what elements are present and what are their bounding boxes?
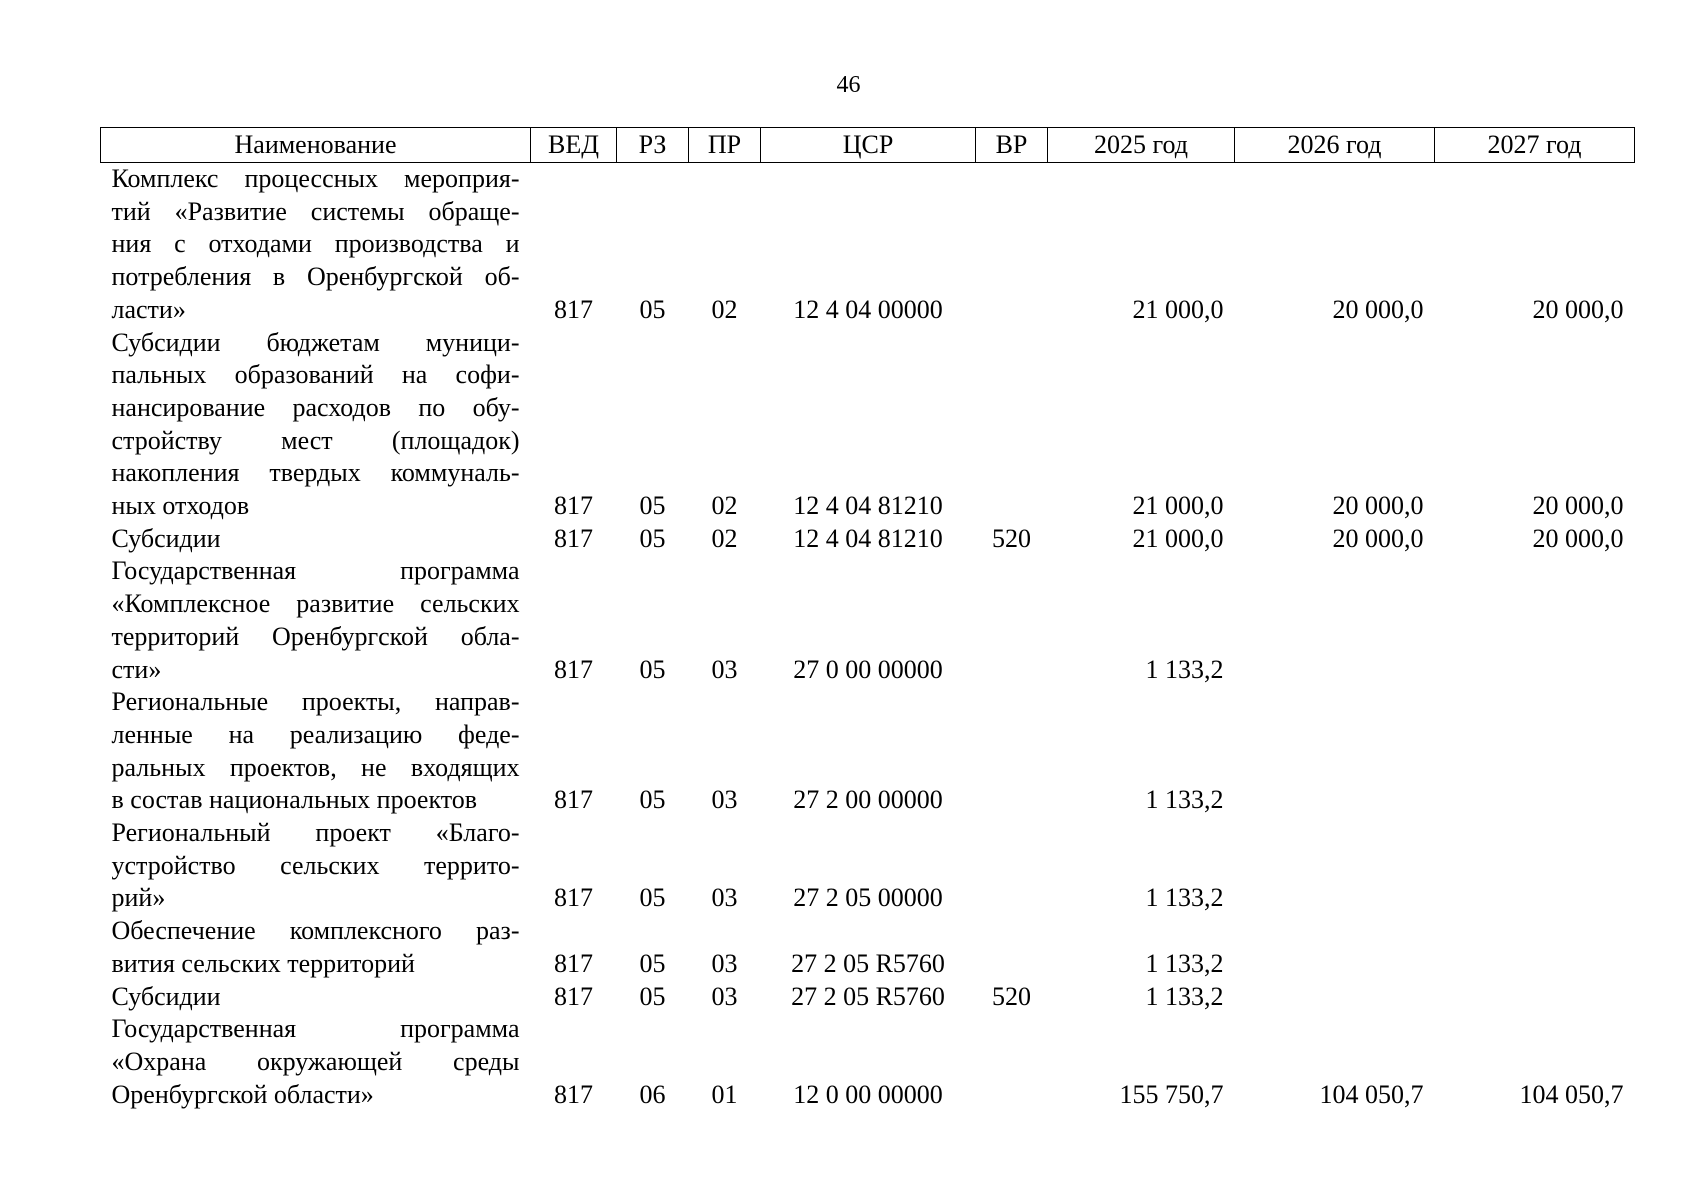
row-name xyxy=(101,555,531,686)
row-ved: 817 xyxy=(554,981,593,1011)
row-2025: 1 133,2 xyxy=(1145,883,1224,913)
row-vr xyxy=(976,1013,1048,1111)
row-ved: 817 xyxy=(554,883,593,913)
table-body xyxy=(101,163,1635,1112)
row-csr: 27 0 00 00000 xyxy=(793,654,943,684)
row-name-line: ральных проектов, не входящих xyxy=(111,752,520,782)
header-2025: 2025 год xyxy=(1048,128,1235,163)
row-name-line: «Комплексное развитие сельских xyxy=(111,589,520,619)
row-rz: 06 xyxy=(639,1079,666,1109)
table-row xyxy=(101,817,1635,915)
row-name xyxy=(101,981,531,1014)
row-2025: 21 000,0 xyxy=(1132,491,1224,521)
row-2025: 1 133,2 xyxy=(1145,981,1224,1011)
table-row xyxy=(101,327,1635,523)
row-csr: 27 2 00 00000 xyxy=(793,785,943,815)
row-pr: 02 xyxy=(711,294,738,324)
page-number: 46 xyxy=(836,72,861,98)
row-ved: 817 xyxy=(554,948,593,978)
row-name-line: ласти» xyxy=(111,294,186,324)
row-name-line: Государственная программа xyxy=(111,556,520,586)
row-2026 xyxy=(1235,686,1435,817)
row-name-line: пальных образований на софи- xyxy=(111,360,520,390)
row-vr xyxy=(976,686,1048,817)
row-name-line: сти» xyxy=(111,654,162,684)
row-pr: 02 xyxy=(711,523,738,553)
row-name-line: «Охрана окружающей среды xyxy=(111,1046,520,1076)
row-vr xyxy=(976,915,1048,980)
header-ved: ВЕД xyxy=(531,128,617,163)
row-name-line: в состав национальных проектов xyxy=(111,785,478,815)
row-name-line: потребления в Оренбургской об- xyxy=(111,262,520,292)
row-name-line: Субсидии xyxy=(111,981,221,1011)
header-rz: РЗ xyxy=(617,128,689,163)
row-pr: 03 xyxy=(711,883,738,913)
row-vr xyxy=(976,327,1048,523)
row-2025: 1 133,2 xyxy=(1145,948,1224,978)
row-csr: 12 4 04 81210 xyxy=(793,491,943,521)
table-header xyxy=(101,128,1635,163)
table-row xyxy=(101,555,1635,686)
row-ved: 817 xyxy=(554,523,593,553)
row-2027 xyxy=(1435,555,1635,686)
row-vr: 520 xyxy=(992,523,1031,553)
table-row xyxy=(101,163,1635,327)
header-pr: ПР xyxy=(689,128,761,163)
row-2026: 20 000,0 xyxy=(1332,523,1424,553)
row-2027 xyxy=(1435,981,1635,1014)
row-vr xyxy=(976,817,1048,915)
row-pr: 01 xyxy=(711,1079,738,1109)
row-csr: 27 2 05 00000 xyxy=(793,883,943,913)
row-rz: 05 xyxy=(639,785,666,815)
row-ved: 817 xyxy=(554,294,593,324)
row-2026 xyxy=(1235,555,1435,686)
row-ved: 817 xyxy=(554,654,593,684)
row-2027: 20 000,0 xyxy=(1532,523,1624,553)
row-2026: 20 000,0 xyxy=(1332,294,1424,324)
row-name-line: Комплекс процессных мероприя- xyxy=(111,164,520,193)
row-vr xyxy=(976,163,1048,327)
row-2027 xyxy=(1435,686,1635,817)
row-name-line: Обеспечение комплексного раз- xyxy=(111,916,520,946)
row-2027 xyxy=(1435,817,1635,915)
row-2025: 1 133,2 xyxy=(1145,785,1224,815)
row-pr: 03 xyxy=(711,785,738,815)
row-rz: 05 xyxy=(639,981,666,1011)
row-2025: 21 000,0 xyxy=(1132,523,1224,553)
row-name xyxy=(101,163,531,327)
row-csr: 27 2 05 R5760 xyxy=(791,981,945,1011)
row-rz: 05 xyxy=(639,883,666,913)
budget-table xyxy=(100,127,1635,1111)
row-2026 xyxy=(1235,817,1435,915)
row-name-line: Оренбургской области» xyxy=(111,1079,374,1109)
row-name xyxy=(101,817,531,915)
row-pr: 02 xyxy=(711,491,738,521)
row-name xyxy=(101,1013,531,1111)
table-row xyxy=(101,686,1635,817)
row-name-line: Государственная программа xyxy=(111,1014,520,1044)
row-rz: 05 xyxy=(639,654,666,684)
row-ved: 817 xyxy=(554,1079,593,1109)
row-name-line: нансирование расходов по обу- xyxy=(111,392,520,422)
row-2025: 21 000,0 xyxy=(1132,294,1224,324)
row-pr: 03 xyxy=(711,948,738,978)
row-name-line: Региональные проекты, направ- xyxy=(111,687,520,717)
row-name xyxy=(101,327,531,523)
row-name-line: ния с отходами производства и xyxy=(111,229,520,259)
row-rz: 05 xyxy=(639,523,666,553)
row-name-line: устройство сельских террито- xyxy=(111,850,520,880)
row-rz: 05 xyxy=(639,948,666,978)
row-2026 xyxy=(1235,915,1435,980)
header-row xyxy=(101,128,1635,163)
row-name-line: Субсидии бюджетам муници- xyxy=(111,327,520,357)
row-name xyxy=(101,915,531,980)
row-pr: 03 xyxy=(711,981,738,1011)
row-2027: 20 000,0 xyxy=(1532,294,1624,324)
row-rz: 05 xyxy=(639,294,666,324)
row-name-line: рий» xyxy=(111,883,166,913)
row-vr: 520 xyxy=(992,981,1031,1011)
row-2027 xyxy=(1435,915,1635,980)
header-2027: 2027 год xyxy=(1435,128,1635,163)
row-name-line: территорий Оренбургской обла- xyxy=(111,621,520,651)
table-row xyxy=(101,981,1635,1014)
row-name-line: стройству мест (площадок) xyxy=(111,425,520,455)
row-name-line: ленные на реализацию феде- xyxy=(111,719,520,749)
row-rz: 05 xyxy=(639,491,666,521)
row-name-line: Субсидии xyxy=(111,523,221,553)
header-2026: 2026 год xyxy=(1235,128,1435,163)
row-name xyxy=(101,686,531,817)
row-2026: 104 050,7 xyxy=(1319,1079,1424,1109)
row-name xyxy=(101,523,531,556)
row-2027: 20 000,0 xyxy=(1532,491,1624,521)
row-name-line: ных отходов xyxy=(111,491,250,521)
row-2026 xyxy=(1235,981,1435,1014)
row-name-line: накопления твердых коммуналь- xyxy=(111,458,520,488)
row-2025: 1 133,2 xyxy=(1145,654,1224,684)
table-row xyxy=(101,1013,1635,1111)
row-2025: 155 750,7 xyxy=(1119,1079,1224,1109)
row-csr: 27 2 05 R5760 xyxy=(791,948,945,978)
row-ved: 817 xyxy=(554,491,593,521)
row-2026: 20 000,0 xyxy=(1332,491,1424,521)
header-vr: ВР xyxy=(976,128,1048,163)
header-name: Наименование xyxy=(101,128,531,163)
table-row xyxy=(101,523,1635,556)
row-name-line: вития сельских территорий xyxy=(111,948,415,978)
row-name-line: тий «Развитие системы обраще- xyxy=(111,196,520,226)
row-vr xyxy=(976,555,1048,686)
table-row xyxy=(101,915,1635,980)
row-csr: 12 0 00 00000 xyxy=(793,1079,943,1109)
row-pr: 03 xyxy=(711,654,738,684)
row-name-line: Региональный проект «Благо- xyxy=(111,818,520,848)
row-2027: 104 050,7 xyxy=(1519,1079,1624,1109)
row-ved: 817 xyxy=(554,785,593,815)
row-csr: 12 4 04 00000 xyxy=(793,294,943,324)
row-csr: 12 4 04 81210 xyxy=(793,523,943,553)
header-csr: ЦСР xyxy=(761,128,976,163)
